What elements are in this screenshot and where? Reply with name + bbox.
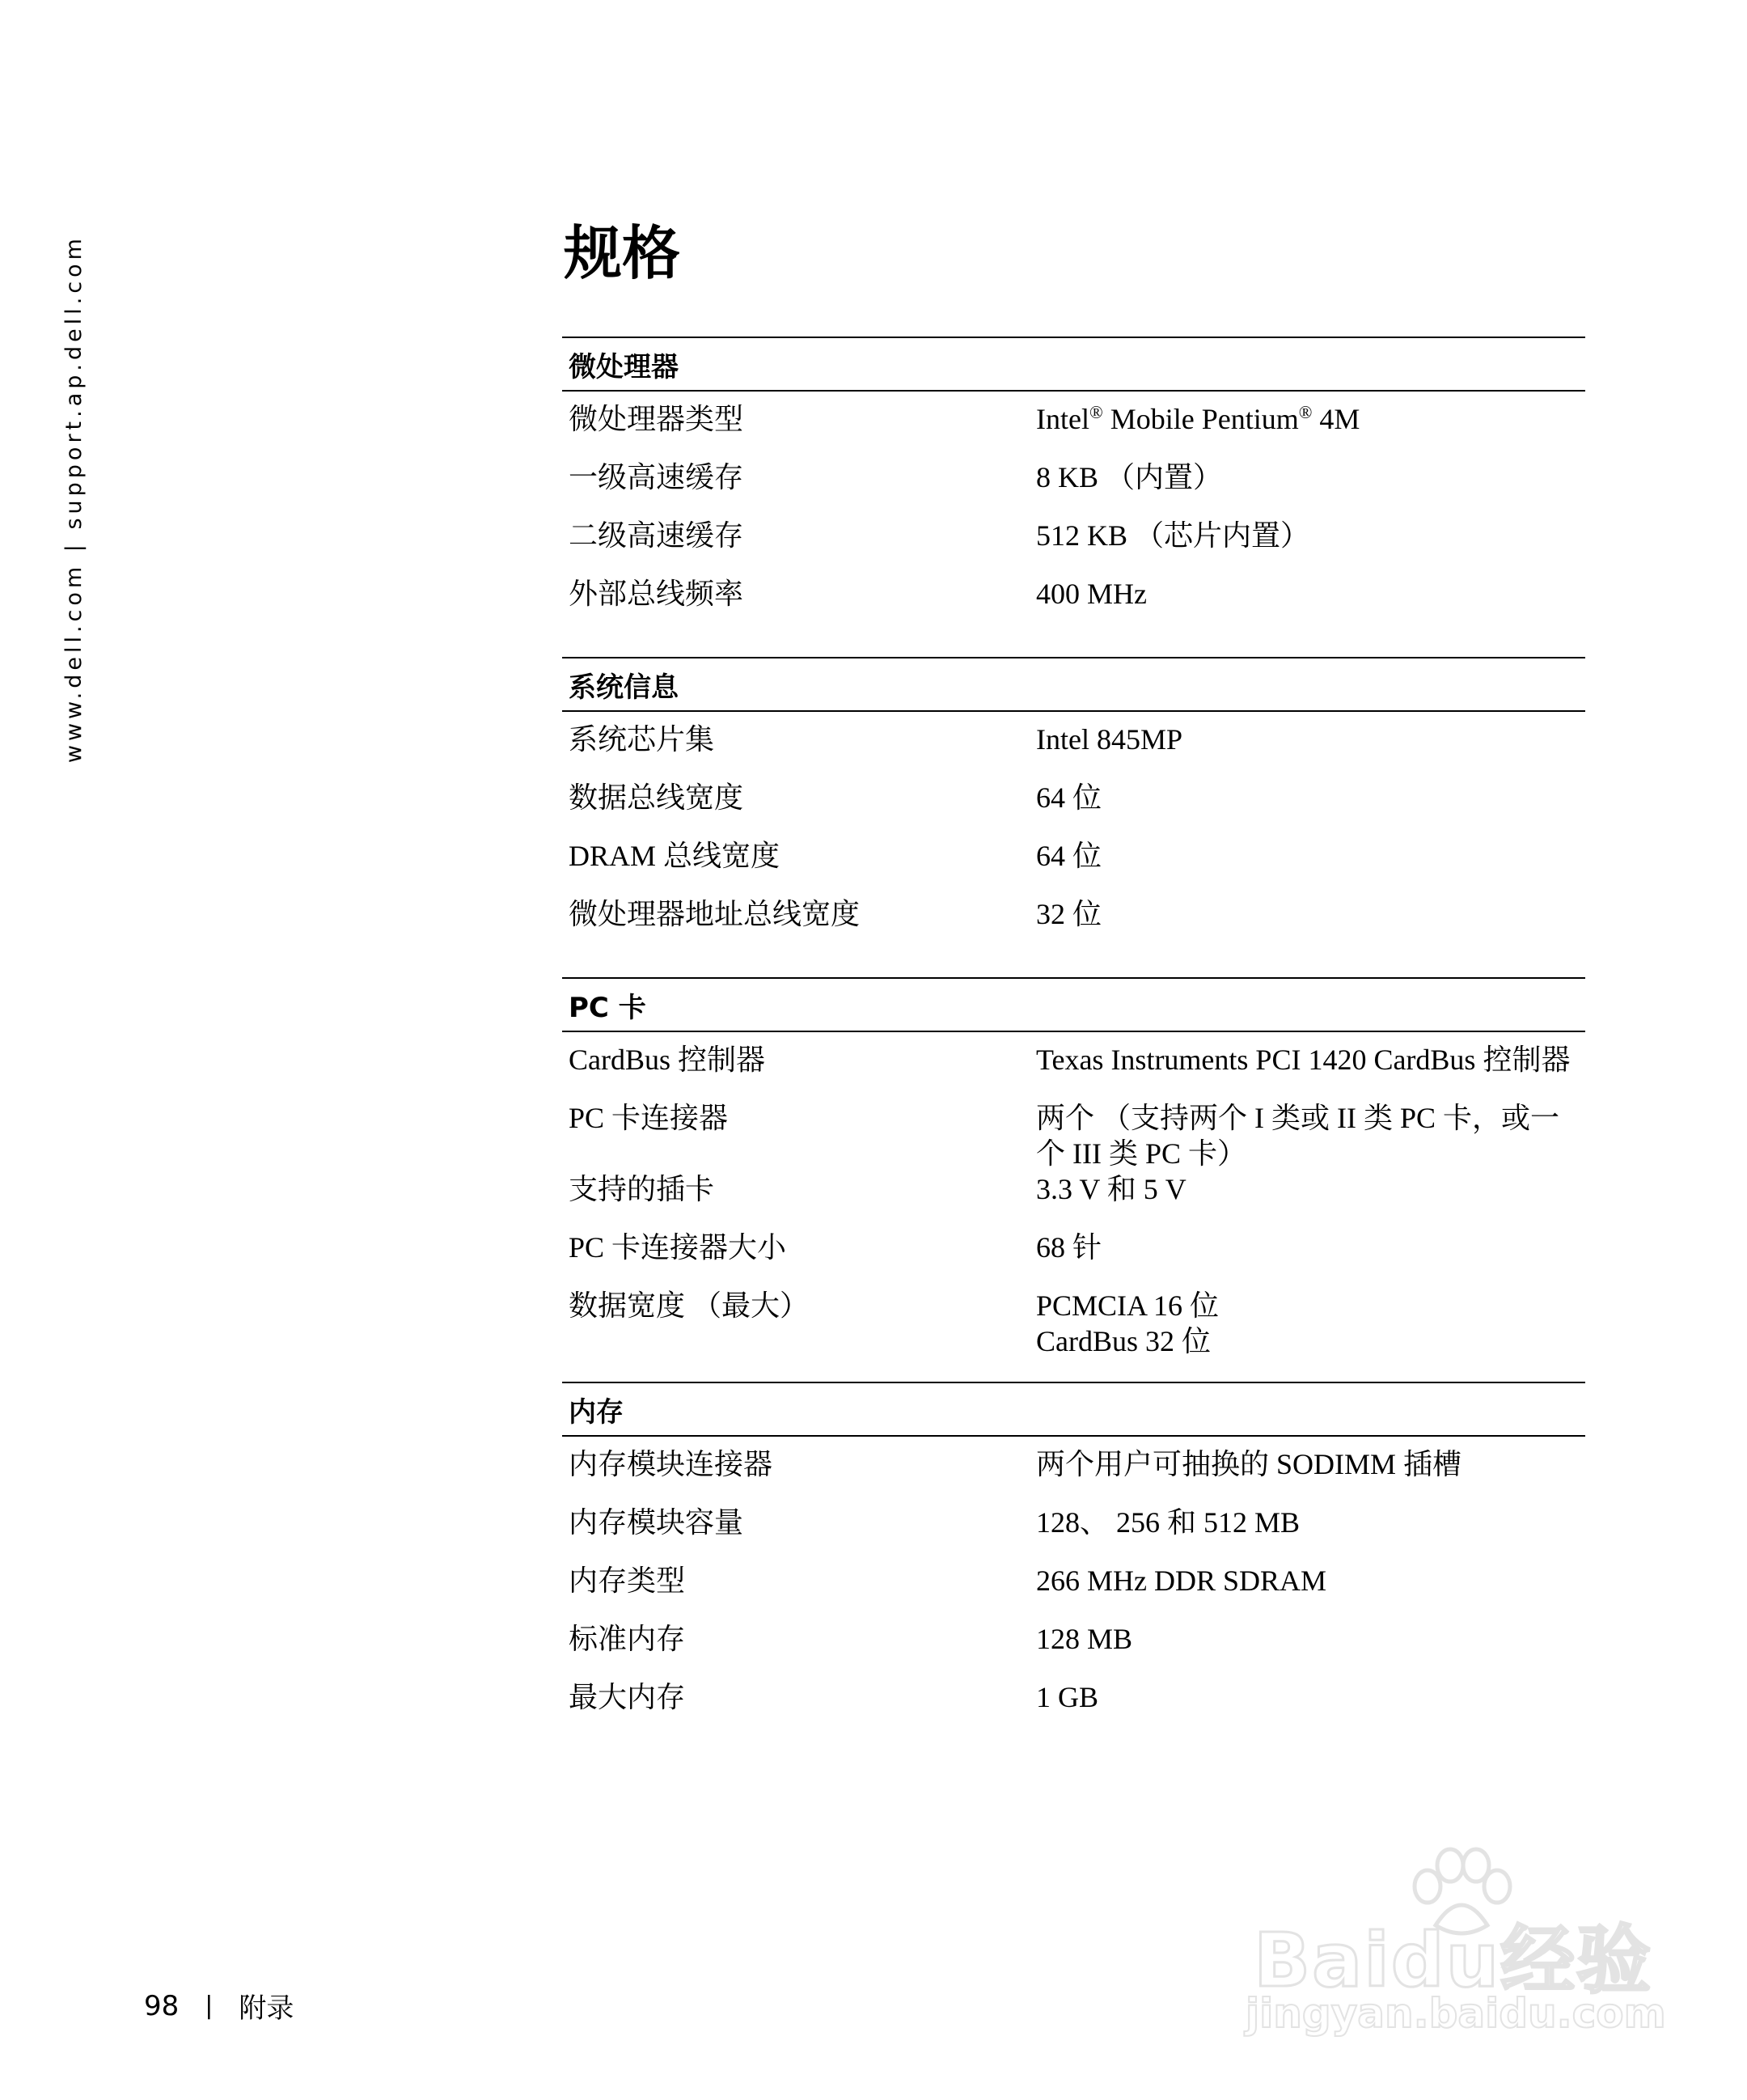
- spec-value-line: 400 MHz: [1036, 578, 1147, 610]
- spec-label: 微处理器类型: [569, 403, 744, 435]
- spec-label: 内存模块连接器: [569, 1448, 773, 1480]
- spec-row: [562, 896, 1585, 955]
- section-header: 内存: [562, 1382, 1585, 1437]
- spec-row: [562, 401, 1585, 459]
- spec-value-line: PCMCIA 16 位: [1036, 1289, 1220, 1322]
- watermark-sub-text: jingyan.baidu.com: [1246, 1990, 1666, 2037]
- spec-row: [562, 1100, 1585, 1171]
- spec-value-line: 3.3 V 和 5 V: [1036, 1173, 1187, 1205]
- spec-section: [562, 977, 1585, 1359]
- page-number: 98: [144, 1989, 180, 2022]
- footer-section: 附录: [239, 1992, 294, 2025]
- spec-table: [562, 337, 1585, 1760]
- spec-label: 一级高速缓存: [569, 461, 744, 493]
- spec-label: PC 卡连接器: [569, 1102, 729, 1134]
- spec-label: 数据总线宽度: [569, 781, 744, 814]
- spec-row: [562, 1621, 1585, 1679]
- spec-label: 数据宽度 （最大）: [569, 1289, 810, 1322]
- side-url-text: www.dell.com | support.ap.dell.com: [61, 235, 87, 764]
- spec-value-line: CardBus 32 位: [1036, 1325, 1212, 1357]
- page-footer: [144, 1986, 294, 2026]
- spec-row: [562, 1042, 1585, 1100]
- spec-value-line: 128 MB: [1036, 1623, 1133, 1655]
- spec-label: 微处理器地址总线宽度: [569, 898, 861, 930]
- spec-row: [562, 722, 1585, 780]
- spec-row: [562, 1446, 1585, 1505]
- spec-value-line: 1 GB: [1036, 1681, 1099, 1713]
- spec-row: [562, 459, 1585, 518]
- spec-value: [1036, 518, 1578, 576]
- spec-value: [1036, 1446, 1578, 1505]
- spec-value-line: 8 KB （内置）: [1036, 461, 1223, 493]
- spec-value: [1036, 838, 1578, 896]
- spec-label: 标准内存: [569, 1623, 686, 1655]
- spec-value-line: 64 位: [1036, 781, 1102, 814]
- spec-label: 最大内存: [569, 1681, 686, 1713]
- spec-value: [1036, 780, 1578, 838]
- spec-value: [1036, 1100, 1578, 1171]
- footer-separator: |: [205, 1992, 214, 2020]
- spec-label: 支持的插卡: [569, 1173, 715, 1205]
- spec-value: [1036, 576, 1578, 634]
- spec-value: [1036, 1230, 1578, 1288]
- spec-row: [562, 1679, 1585, 1738]
- spec-row: [562, 780, 1585, 838]
- spec-row: [562, 518, 1585, 576]
- spec-row: [562, 1563, 1585, 1621]
- spec-value: [1036, 722, 1578, 780]
- spec-label: PC 卡连接器大小: [569, 1231, 787, 1264]
- spec-value-line: 两个用户可抽换的 SODIMM 插槽: [1036, 1448, 1462, 1480]
- spec-value: [1036, 1171, 1578, 1230]
- page-title: 规格: [564, 219, 681, 287]
- section-header: PC 卡: [562, 977, 1585, 1032]
- spec-value-line: Texas Instruments PCI 1420 CardBus 控制器: [1036, 1044, 1571, 1076]
- spec-label: 系统芯片集: [569, 723, 715, 756]
- spec-value: [1036, 459, 1578, 518]
- spec-label: 内存类型: [569, 1564, 686, 1597]
- spec-row: [562, 1505, 1585, 1563]
- spec-section: [562, 337, 1585, 634]
- spec-section: [562, 1382, 1585, 1738]
- spec-value: [1036, 1621, 1578, 1679]
- spec-value-line: 128、 256 和 512 MB: [1036, 1506, 1301, 1539]
- spec-label: 外部总线频率: [569, 578, 744, 610]
- spec-value-line: 两个 （支持两个 I 类或 II 类 PC 卡，或一个 III 类 PC 卡）: [1036, 1102, 1559, 1170]
- spec-value-line: 64 位: [1036, 840, 1102, 872]
- watermark-main-text: Baidu经验: [1254, 1917, 1653, 2004]
- spec-value-line: Intel 845MP: [1036, 723, 1183, 756]
- baidu-watermark: [1246, 1844, 1666, 2039]
- spec-label: DRAM 总线宽度: [569, 840, 780, 872]
- spec-value-line: 32 位: [1036, 898, 1102, 930]
- section-header: 系统信息: [562, 657, 1585, 712]
- spec-value-line: 68 针: [1036, 1231, 1102, 1264]
- spec-section: [562, 657, 1585, 955]
- spec-row: [562, 1230, 1585, 1288]
- spec-row: [562, 1288, 1585, 1359]
- spec-value: [1036, 1563, 1578, 1621]
- spec-value: [1036, 896, 1578, 955]
- spec-value-line: 512 KB （芯片内置）: [1036, 519, 1310, 552]
- section-header: 微处理器: [562, 337, 1585, 392]
- spec-label: 二级高速缓存: [569, 519, 744, 552]
- spec-value: [1036, 1288, 1578, 1359]
- spec-row: [562, 838, 1585, 896]
- spec-value-line: Intel® Mobile Pentium® 4M: [1036, 402, 1360, 435]
- spec-row: [562, 576, 1585, 634]
- spec-row: [562, 1171, 1585, 1230]
- spec-label: CardBus 控制器: [569, 1044, 766, 1076]
- spec-value: [1036, 1679, 1578, 1738]
- spec-value-line: 266 MHz DDR SDRAM: [1036, 1564, 1327, 1597]
- spec-value: [1036, 401, 1578, 459]
- spec-value: [1036, 1042, 1578, 1100]
- spec-value: [1036, 1505, 1578, 1563]
- spec-label: 内存模块容量: [569, 1506, 744, 1539]
